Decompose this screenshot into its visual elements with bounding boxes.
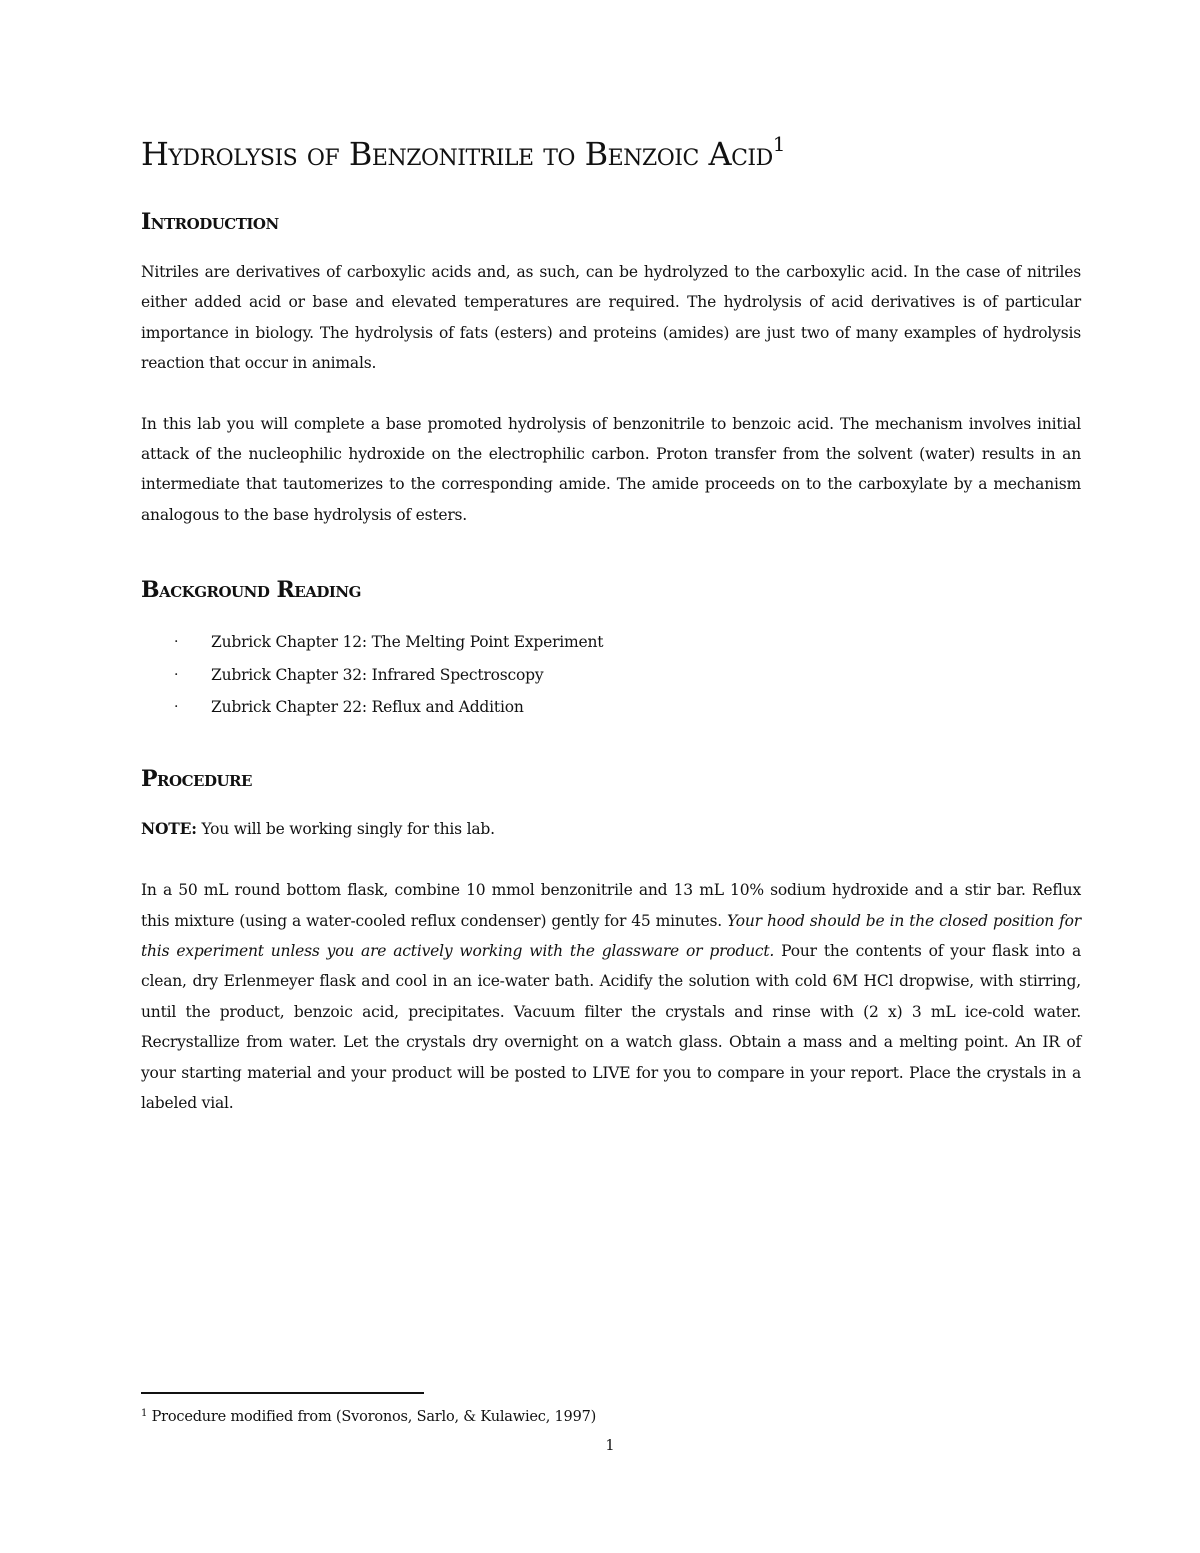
list-item: [141, 626, 1081, 659]
document-body: [141, 128, 1081, 1118]
note-text: You will be working singly for this lab.: [196, 819, 495, 838]
document-title: [141, 128, 1081, 180]
list-item: [141, 691, 1081, 724]
title-footnote-ref[interactable]: 1: [772, 132, 785, 156]
procedure-text-part-2: Pour the contents of your flask into a clean, dry Erlenmeyer flask and cool in an ice-water bath. Acidify the solution with cold 6M HCl dropwise, with stirring, until the product, benzoic acid, precipitates. Vacuum filter the crystals and rinse with (2 x) 3 mL ice-cold water. Recrystallize from water. Let the crystals dry overnight on a watch glass. Obtain a mass and a melting point. An IR of your starting material and your product will be posted to LIVE for you to compare in your report. Place the crystals in a labeled vial.: [141, 941, 1081, 1112]
introduction-paragraph-2: In this lab you will complete a base promoted hydrolysis of benzonitrile to benzoic acid. The mechanism involves initial attack of the nucleophilic hydroxide on the electrophilic carbon. Proton transfer from the solvent (water) results in an intermediate that tautomerizes to the corresponding amide. The amide proceeds on to the carboxylate by a mechanism analogous to the base hydrolysis of esters.: [141, 414, 1081, 524]
procedure-heading: Procedure: [141, 765, 252, 792]
list-item: [141, 659, 1081, 692]
reading-item-text: Zubrick Chapter 32: Infrared Spectroscopy: [211, 665, 544, 684]
reading-item-text: Zubrick Chapter 22: Reflux and Addition: [211, 698, 524, 717]
introduction-heading: Introduction: [141, 209, 279, 235]
procedure-paragraph: [141, 875, 1081, 1118]
procedure-note: [141, 814, 1081, 844]
footnote-marker: 1: [141, 1408, 148, 1419]
note-label: NOTE:: [141, 818, 197, 838]
procedure-text-part-1: In a 50 mL round bottom flask, combine 10 mmol benzonitrile and 13 mL 10% sodium hydroxide and a stir bar. Reflux this mixture (using a water-cooled reflux condenser) gently for 45 minutes.: [141, 881, 1081, 930]
document-title-text: Hydrolysis of Benzonitrile to Benzoic Acid: [141, 135, 773, 173]
page-number: 1: [605, 1438, 615, 1454]
footnote-separator: [141, 1392, 424, 1394]
bullet-icon: ·: [174, 666, 179, 683]
footnote-text: Procedure modified from (Svoronos, Sarlo, & Kulawiec, 1997): [147, 1409, 597, 1425]
procedure-safety-warning: Your hood should be in the closed position for this experiment unless you are actively working with the glassware or product.: [141, 911, 1081, 960]
background-reading-list: [141, 626, 1081, 724]
footnote: [141, 1407, 596, 1427]
introduction-paragraph-1: Nitriles are derivatives of carboxylic acids and, as such, can be hydrolyzed to the carboxylic acid. In the case of nitriles either added acid or base and elevated temperatures are required. The hydrolysis of acid derivatives is of particular importance in biology. The hydrolysis of fats (esters) and proteins (amides) are just two of many examples of hydrolysis reaction that occur in animals.: [141, 263, 1081, 373]
bullet-icon: ·: [174, 634, 179, 651]
reading-item-text: Zubrick Chapter 12: The Melting Point Experiment: [211, 633, 604, 652]
bullet-icon: ·: [174, 699, 179, 716]
background-reading-heading: Background Reading: [141, 577, 361, 604]
